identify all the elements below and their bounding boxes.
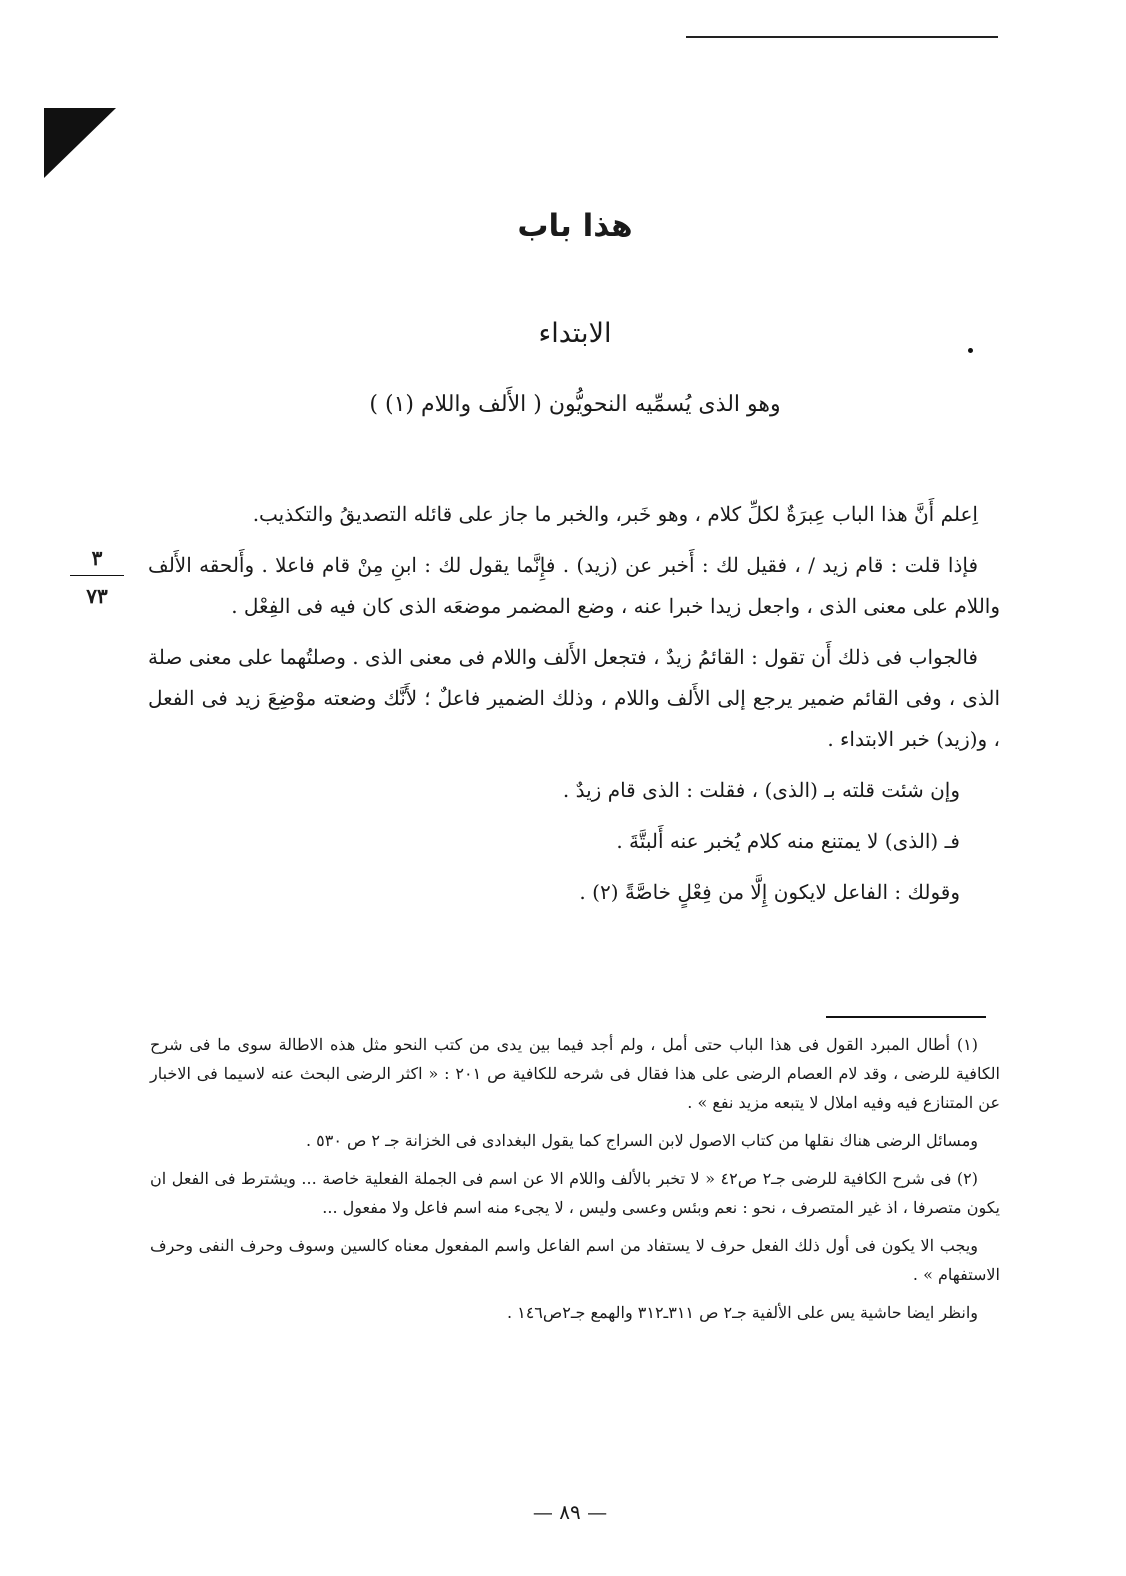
margin-reference-rule — [70, 575, 124, 576]
body-paragraph: فإذا قلت : قام زيد / ، فقيل لك : أَخبر عن (زيد) . فإِنَّما يقول لك : ابنِ مِنْ قام فاعلا . وأَلحقه الأَلف واللام على معنى الذى ، واجعل زيدا خبرا عنه ، وضع المضمر موضعَه الذى كان فيه فى الفِعْل . — [148, 553, 1000, 618]
footnote: ويجب الا يكون فى أول ذلك الفعل حرف لا يستفاد من اسم الفاعل واسم المفعول معناه كالسين وسوف وحرف النفى وحرف الاستفهام » . — [150, 1236, 1000, 1284]
corner-triangle-mark — [44, 108, 116, 178]
main-text — [148, 494, 1000, 923]
margin-reference — [70, 544, 124, 610]
footnote: (٢) فى شرح الكافية للرضى جـ٢ ص٤٢ « لا تخبر بالألف واللام الا عن اسم فى الجملة الفعلية خاصة ... ويشترط فى الفعل ان يكون متصرفا ، اذ غير المتصرف ، نحو : نعم وبئس وعسى وليس ، لا يجىء منه اسم فاعل ولا مفعول ... — [150, 1169, 1000, 1217]
page-number: — ٨٩ — — [532, 1500, 608, 1524]
footnote: (١) أطال المبرد القول فى هذا الباب حتى أمل ، ولم أجد فيما بين يدى من كتب النحو مثل هذه الاطالة سوى ما فى شرح الكافية للرضى ، وقد لام العصام الرضى على هذا فقال فى شرحه للكافية ص ٢٠١ : « اكثر الرضى البحث عنه لاسيما فى الاخبار عن المتنازع فيه وفيه املال لا يتبعه مزيد نفع » . — [150, 1035, 1000, 1112]
page-title: هذا باب — [517, 208, 633, 244]
body-paragraph: فـ (الذى) لا يمتنع منه كلام يُخبر عنه أَلبتَّةَ . — [616, 829, 960, 853]
body-paragraph: وقولك : الفاعل لايكون إِلَّا من فِعْلٍ خاصَّةً (٢) . — [579, 880, 960, 904]
footnote: ومسائل الرضى هناك نقلها من كتاب الاصول لابن السراج كما يقول البغدادى فى الخزانة جـ ٢ ص ٥٣٠ . — [305, 1131, 978, 1150]
footnotes — [150, 1030, 1000, 1336]
margin-reference-top: ٣ — [91, 546, 103, 570]
footnote: وانظر ايضا حاشية يس على الألفية جـ٢ ص ٣١١ـ٣١٢ والهمع جـ٢ص١٤٦ . — [506, 1303, 978, 1322]
body-paragraph: اِعلم أَنَّ هذا الباب عِبرَةٌ لكلِّ كلام ، وهو خَبر، والخبر ما جاز على قائله التصديقُ والتكذيب. — [252, 502, 978, 526]
margin-reference-bottom: ٧٣ — [86, 584, 108, 608]
body-paragraph: وإن شئت قلته بـ (الذى) ، فقلت : الذى قام زيدٌ . — [562, 778, 960, 802]
body-paragraph: فالجواب فى ذلك أَن تقول : القائمُ زيدٌ ، فتجعل الأَلف واللام فى معنى الذى . وصلتُهما على معنى صلة الذى ، وفى القائم ضمير يرجع إلى الأَلف واللام ، وذلك الضمير فاعلٌ ؛ لأَنَّك وضعته موْضِعَ زيد فى الفعل ، و(زيد) خبر الابتداء . — [148, 645, 1000, 751]
chapter-subheading: وهو الذى يُسمِّيه النحويُّون ( الأَلف واللام (١) ) — [369, 392, 781, 417]
footnote-separator — [826, 1016, 986, 1018]
chapter-subtitle: الابتداء — [538, 318, 612, 349]
top-rule — [686, 36, 998, 38]
